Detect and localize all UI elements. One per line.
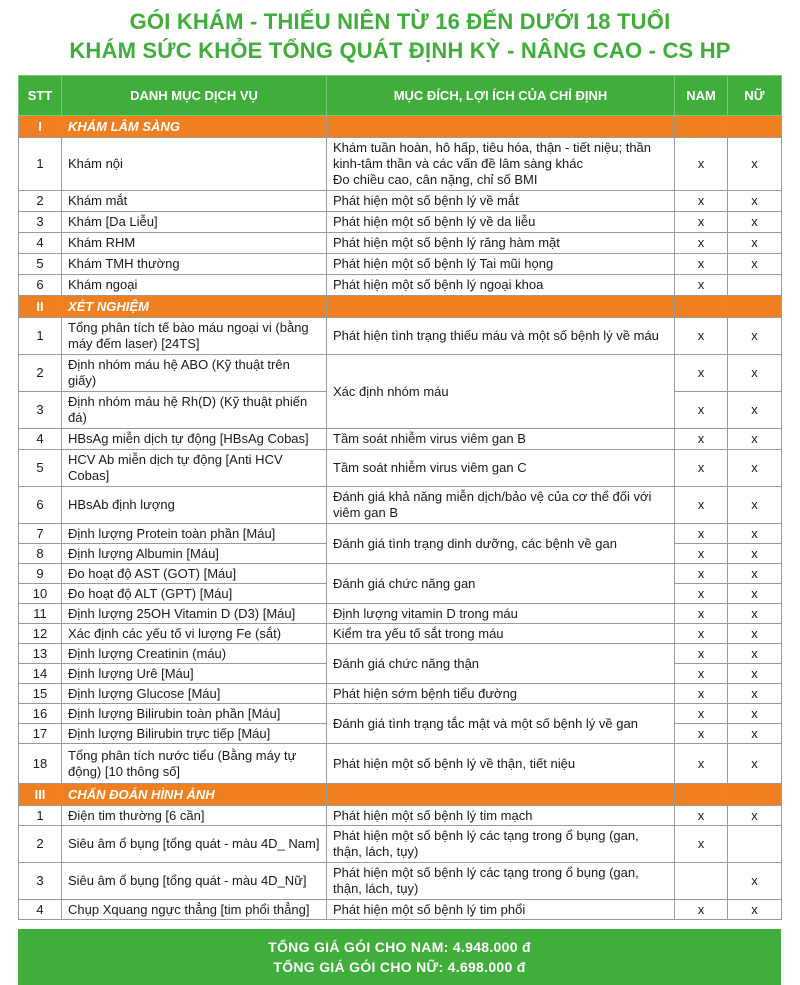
row-service: Khám RHM <box>62 233 327 254</box>
row-stt: 5 <box>19 254 62 275</box>
row-purpose: Đánh giá tình trạng dinh dưỡng, các bệnh về gan <box>327 524 675 564</box>
row-purpose: Kiểm tra yếu tố sắt trong máu <box>327 624 675 644</box>
row-service: Xác định các yếu tố vi lượng Fe (sắt) <box>62 624 327 644</box>
row-female-mark: x <box>728 724 782 744</box>
table-row <box>19 806 782 826</box>
page-title: GÓI KHÁM - THIẾU NIÊN TỪ 16 ĐẾN DƯỚI 18 TUỔI <box>129 9 671 34</box>
row-purpose: Đánh giá tình trạng tắc mật và một số bệnh lý về gan <box>327 704 675 744</box>
section-title: CHẨN ĐOÁN HÌNH ẢNH <box>62 784 327 806</box>
row-female-mark: x <box>728 318 782 355</box>
row-stt: 3 <box>19 212 62 233</box>
header-female: NỮ <box>728 76 782 116</box>
row-stt: 13 <box>19 644 62 664</box>
row-male-mark: x <box>675 254 728 275</box>
row-purpose: Phát hiện tình trạng thiếu máu và một số bệnh lý về máu <box>327 318 675 355</box>
row-female-mark: x <box>728 806 782 826</box>
table-row <box>19 704 782 724</box>
total-price-male: TỔNG GIÁ GÓI CHO NAM: 4.948.000 đ <box>268 939 531 955</box>
row-female-mark: x <box>728 487 782 524</box>
row-stt: 4 <box>19 429 62 450</box>
row-purpose: Phát hiện sớm bệnh tiểu đường <box>327 684 675 704</box>
row-female-mark: x <box>728 191 782 212</box>
row-purpose: Phát hiện một số bệnh lý các tạng trong ổ bụng (gan, thận, lách, tụy) <box>327 826 675 863</box>
row-female-mark: x <box>728 704 782 724</box>
row-male-mark: x <box>675 806 728 826</box>
table-row <box>19 138 782 191</box>
table-row <box>19 487 782 524</box>
row-service: Khám [Da Liễu] <box>62 212 327 233</box>
total-price-banner <box>18 929 781 985</box>
section-row <box>19 784 782 806</box>
row-service: Chụp Xquang ngực thẳng [tim phổi thẳng] <box>62 900 327 920</box>
table-row <box>19 900 782 920</box>
row-stt: 4 <box>19 233 62 254</box>
row-stt: 2 <box>19 355 62 392</box>
row-stt: 12 <box>19 624 62 644</box>
row-male-mark: x <box>675 355 728 392</box>
table-row <box>19 355 782 392</box>
row-female-mark: x <box>728 429 782 450</box>
row-male-mark: x <box>675 318 728 355</box>
row-service: Định lượng Urê [Máu] <box>62 664 327 684</box>
row-female-mark: x <box>728 544 782 564</box>
row-male-mark: x <box>675 429 728 450</box>
row-female-mark: x <box>728 392 782 429</box>
row-female-mark: x <box>728 604 782 624</box>
row-service: Tổng phân tích tế bào máu ngoại vi (bằng máy đếm laser) [24TS] <box>62 318 327 355</box>
row-service: Khám ngoại <box>62 275 327 296</box>
row-male-mark: x <box>675 450 728 487</box>
row-female-mark: x <box>728 664 782 684</box>
row-male-mark: x <box>675 724 728 744</box>
row-male-mark: x <box>675 487 728 524</box>
row-male-mark: x <box>675 544 728 564</box>
table-row <box>19 254 782 275</box>
row-service: Điện tim thường [6 cần] <box>62 806 327 826</box>
table-row <box>19 826 782 863</box>
row-female-mark: x <box>728 744 782 784</box>
row-male-mark: x <box>675 744 728 784</box>
section-row <box>19 296 782 318</box>
row-male-mark: x <box>675 524 728 544</box>
row-male-mark: x <box>675 624 728 644</box>
table-row <box>19 212 782 233</box>
row-male-mark <box>675 863 728 900</box>
row-service: HCV Ab miễn dịch tự động [Anti HCV Cobas] <box>62 450 327 487</box>
table-row <box>19 744 782 784</box>
row-stt: 7 <box>19 524 62 544</box>
row-stt: 8 <box>19 544 62 564</box>
row-stt: 18 <box>19 744 62 784</box>
table-header-row <box>19 76 782 116</box>
table-row <box>19 318 782 355</box>
row-stt: 2 <box>19 826 62 863</box>
row-service: HBsAb định lượng <box>62 487 327 524</box>
row-service: Định lượng Bilirubin toàn phần [Máu] <box>62 704 327 724</box>
row-stt: 4 <box>19 900 62 920</box>
row-male-mark: x <box>675 275 728 296</box>
row-female-mark: x <box>728 254 782 275</box>
row-male-mark: x <box>675 900 728 920</box>
row-service: Định lượng Creatinin (máu) <box>62 644 327 664</box>
row-stt: 3 <box>19 392 62 429</box>
row-purpose: Phát hiện một số bệnh lý tim mạch <box>327 806 675 826</box>
row-male-mark: x <box>675 826 728 863</box>
table-row <box>19 450 782 487</box>
page-header <box>0 0 800 72</box>
row-stt: 6 <box>19 487 62 524</box>
row-male-mark: x <box>675 684 728 704</box>
row-stt: 14 <box>19 664 62 684</box>
row-purpose: Phát hiện một số bệnh lý ngoại khoa <box>327 275 675 296</box>
row-purpose: Phát hiện một số bệnh lý răng hàm mặt <box>327 233 675 254</box>
table-row <box>19 524 782 544</box>
row-female-mark: x <box>728 212 782 233</box>
row-service: Khám nội <box>62 138 327 191</box>
row-purpose: Phát hiện một số bệnh lý tim phổi <box>327 900 675 920</box>
row-service: Định nhóm máu hệ Rh(D) (Kỹ thuật phiến đá) <box>62 392 327 429</box>
row-male-mark: x <box>675 138 728 191</box>
row-male-mark: x <box>675 704 728 724</box>
row-service: Khám TMH thường <box>62 254 327 275</box>
row-female-mark: x <box>728 355 782 392</box>
row-purpose: Phát hiện một số bệnh lý về mắt <box>327 191 675 212</box>
row-stt: 5 <box>19 450 62 487</box>
row-service: Đo hoạt độ AST (GOT) [Máu] <box>62 564 327 584</box>
row-purpose: Phát hiện một số bệnh lý về thận, tiết niệu <box>327 744 675 784</box>
row-male-mark: x <box>675 664 728 684</box>
section-title: XÉT NGHIỆM <box>62 296 327 318</box>
table-row <box>19 604 782 624</box>
row-purpose: Đánh giá chức năng thận <box>327 644 675 684</box>
row-male-mark: x <box>675 212 728 233</box>
row-stt: 2 <box>19 191 62 212</box>
row-stt: 9 <box>19 564 62 584</box>
row-female-mark: x <box>728 564 782 584</box>
row-stt: 1 <box>19 138 62 191</box>
page-subtitle: KHÁM SỨC KHỎE TỔNG QUÁT ĐỊNH KỲ - NÂNG CAO - CS HP <box>69 38 731 63</box>
table-row <box>19 191 782 212</box>
total-price-female: TỔNG GIÁ GÓI CHO NỮ: 4.698.000 đ <box>273 959 526 975</box>
table-row <box>19 624 782 644</box>
row-service: Định lượng Glucose [Máu] <box>62 684 327 704</box>
row-purpose: Đánh giá khả năng miễn dịch/bảo vệ của cơ thể đối với viêm gan B <box>327 487 675 524</box>
section-number: III <box>19 784 62 806</box>
row-male-mark: x <box>675 644 728 664</box>
row-service: Đo hoạt độ ALT (GPT) [Máu] <box>62 584 327 604</box>
row-service: Định lượng Albumin [Máu] <box>62 544 327 564</box>
table-row <box>19 275 782 296</box>
header-purpose: MỤC ĐÍCH, LỢI ÍCH CỦA CHỈ ĐỊNH <box>327 76 675 116</box>
row-service: HBsAg miễn dịch tự động [HBsAg Cobas] <box>62 429 327 450</box>
row-female-mark: x <box>728 684 782 704</box>
row-purpose: Khám tuần hoàn, hô hấp, tiêu hóa, thận - tiết niệu; thần kinh-tâm thần và các vấn đề lâm sàng khác Đo chiều cao, cân nặng, chỉ số BMI <box>327 138 675 191</box>
row-stt: 1 <box>19 806 62 826</box>
row-stt: 3 <box>19 863 62 900</box>
row-male-mark: x <box>675 233 728 254</box>
row-service: Định lượng Bilirubin trực tiếp [Máu] <box>62 724 327 744</box>
row-female-mark: x <box>728 584 782 604</box>
row-stt: 1 <box>19 318 62 355</box>
row-female-mark: x <box>728 863 782 900</box>
header-male: NAM <box>675 76 728 116</box>
row-female-mark <box>728 826 782 863</box>
table-row <box>19 429 782 450</box>
row-female-mark: x <box>728 644 782 664</box>
row-stt: 6 <box>19 275 62 296</box>
row-purpose: Xác định nhóm máu <box>327 355 675 429</box>
row-stt: 10 <box>19 584 62 604</box>
row-service: Siêu âm ổ bụng [tổng quát - màu 4D_Nữ] <box>62 863 327 900</box>
row-male-mark: x <box>675 604 728 624</box>
header-service: DANH MỤC DỊCH VỤ <box>62 76 327 116</box>
row-male-mark: x <box>675 191 728 212</box>
row-stt: 15 <box>19 684 62 704</box>
row-purpose: Tầm soát nhiễm virus viêm gan B <box>327 429 675 450</box>
section-title: KHÁM LÂM SÀNG <box>62 116 327 138</box>
row-purpose: Phát hiện một số bệnh lý về da liễu <box>327 212 675 233</box>
row-female-mark: x <box>728 624 782 644</box>
row-service: Định nhóm máu hệ ABO (Kỹ thuật trên giấy) <box>62 355 327 392</box>
row-female-mark <box>728 275 782 296</box>
row-service: Định lượng Protein toàn phần [Máu] <box>62 524 327 544</box>
section-number: II <box>19 296 62 318</box>
section-number: I <box>19 116 62 138</box>
row-female-mark: x <box>728 900 782 920</box>
row-purpose: Tầm soát nhiễm virus viêm gan C <box>327 450 675 487</box>
row-purpose: Đánh giá chức năng gan <box>327 564 675 604</box>
row-service: Khám mắt <box>62 191 327 212</box>
table-row <box>19 564 782 584</box>
row-male-mark: x <box>675 564 728 584</box>
row-female-mark: x <box>728 138 782 191</box>
header-stt: STT <box>19 76 62 116</box>
row-purpose: Định lượng vitamin D trong máu <box>327 604 675 624</box>
row-purpose: Phát hiện một số bệnh lý các tạng trong ổ bụng (gan, thận, lách, tụy) <box>327 863 675 900</box>
row-purpose: Phát hiện một số bệnh lý Tai mũi họng <box>327 254 675 275</box>
row-female-mark: x <box>728 524 782 544</box>
row-service: Định lượng 25OH Vitamin D (D3) [Máu] <box>62 604 327 624</box>
row-female-mark: x <box>728 233 782 254</box>
row-stt: 11 <box>19 604 62 624</box>
table-row <box>19 644 782 664</box>
service-table <box>18 75 782 920</box>
row-service: Siêu âm ổ bụng [tổng quát - màu 4D_ Nam] <box>62 826 327 863</box>
row-stt: 16 <box>19 704 62 724</box>
row-female-mark: x <box>728 450 782 487</box>
table-row <box>19 233 782 254</box>
table-row <box>19 684 782 704</box>
row-service: Tổng phân tích nước tiểu (Bằng máy tự động) [10 thông số] <box>62 744 327 784</box>
section-row <box>19 116 782 138</box>
row-male-mark: x <box>675 392 728 429</box>
row-stt: 17 <box>19 724 62 744</box>
table-row <box>19 863 782 900</box>
row-male-mark: x <box>675 584 728 604</box>
